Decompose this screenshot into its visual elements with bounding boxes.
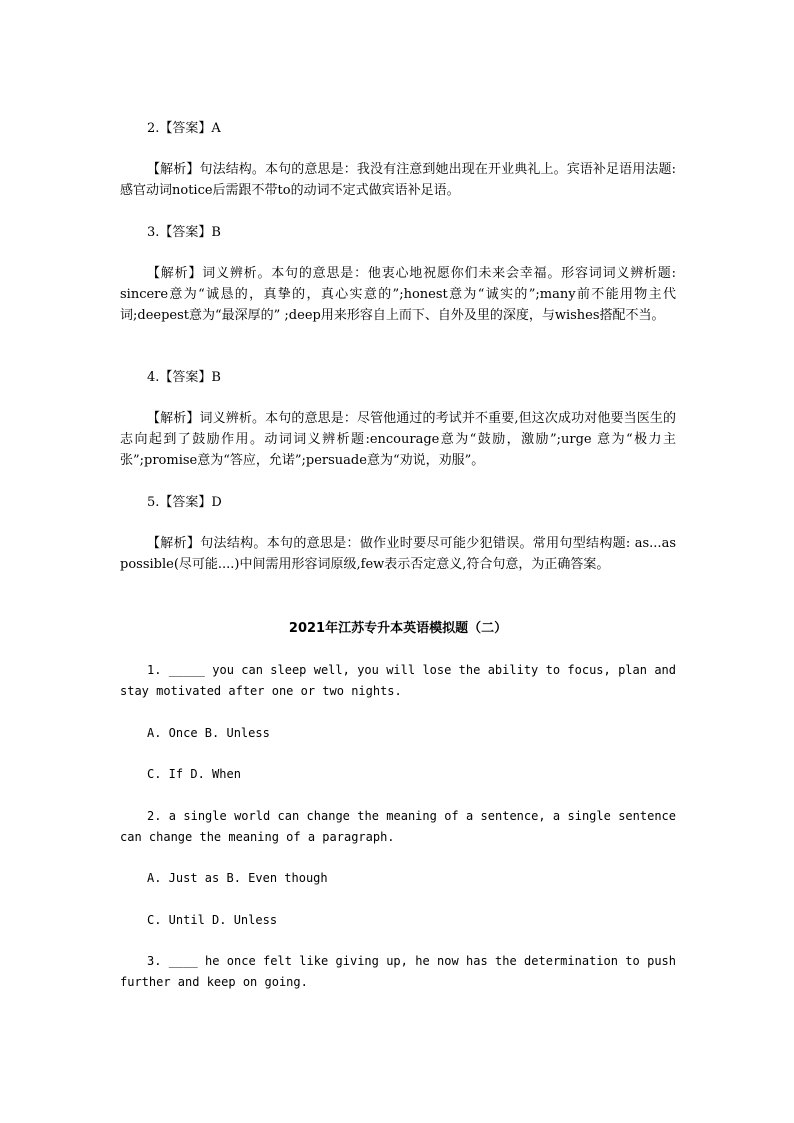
analysis-paragraph: 【解析】句法结构。本句的意思是：我没有注意到她出现在开业典礼上。宾语补足语用法题:感官动词notice后需跟不带to的动词不定式做宾语补足语。 xyxy=(120,162,676,198)
question-options: A. Once B. Unless xyxy=(147,726,270,740)
analysis-paragraph: 【解析】词义辨析。本句的意思是：他衷心地祝愿你们未来会幸福。形容词词义辨析题: sincere意为“诚恳的，真挚的，真心实意的”;honest意为“诚实的”;many前不能用物主代词;deepest意为“最深厚的” ;deep用来形容自上而下、自外及里的深度，与wishes搭配不当。 xyxy=(120,266,676,323)
question-stem: 2. a single world can change the meaning of a sentence, a single sentence can change the meaning of a paragraph. xyxy=(120,809,676,844)
analysis-paragraph: 【解析】句法结构。本句的意思是：做作业时要尽可能少犯错误。常用句型结构题: as...as possible(尽可能....)中间需用形容词原级,few表示否定意义,符合句意，为正确答案。 xyxy=(120,536,676,572)
answer-label: 4.【答案】B xyxy=(147,370,221,385)
question-options: C. Until D. Unless xyxy=(147,913,278,927)
section-title: 2021年江苏专升本英语模拟题（二） xyxy=(288,621,508,636)
question-stem: 1. _____ you can sleep well, you will lose the ability to focus, plan and stay motivated after one or two nights. xyxy=(120,663,676,698)
question-options: A. Just as B. Even though xyxy=(147,871,328,885)
analysis-paragraph: 【解析】词义辨析。本句的意思是：尽管他通过的考试并不重要,但这次成功对他要当医生的志向起到了鼓励作用。动词词义辨析题:encourage意为“鼓励，激励”;urge 意为“极力主张”;promise意为“答应，允诺”;persuade意为“劝说，劝服”。 xyxy=(120,411,676,468)
question-options: C. If D. When xyxy=(147,767,241,781)
answer-label: 5.【答案】D xyxy=(147,495,222,510)
answer-label: 2.【答案】A xyxy=(147,121,221,136)
question-stem: 3. ____ he once felt like giving up, he now has the determination to push further and keep on going. xyxy=(120,954,676,989)
answer-label: 3.【答案】B xyxy=(147,225,221,240)
